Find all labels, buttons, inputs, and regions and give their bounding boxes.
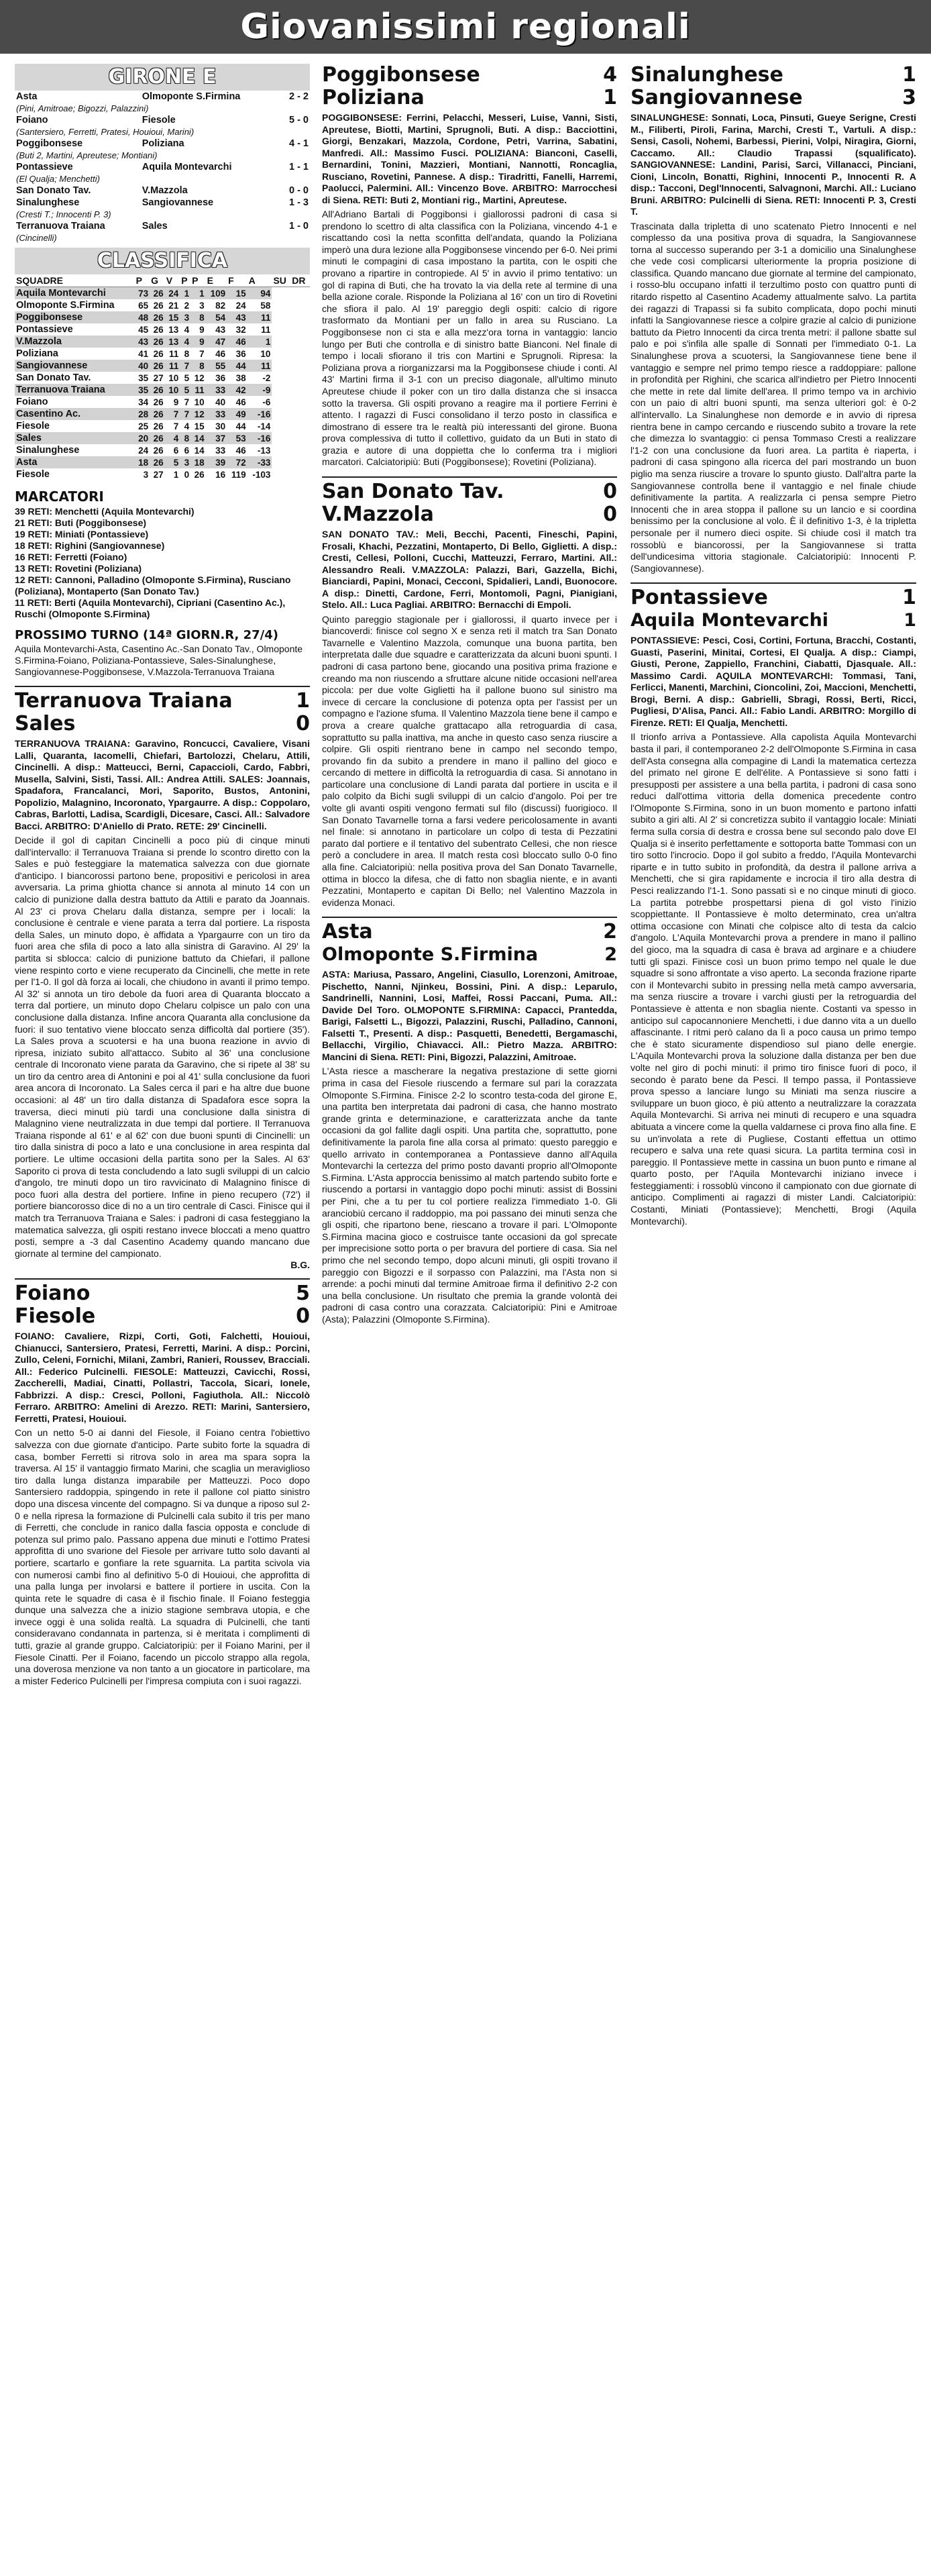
match-report: Quinto pareggio stagionale per i giallorossi, il quarto invece per i biancoverdi: finisce col segno X e senza reti il match tra San Donato Tavarnelle e Valentino Mazzola, comunque una buona partita, ben interpretata dalle due squadre e caratterizzata da alcuni buoni spunti. I padroni di casa partono bene, giocando una positiva prima frazione e creando ma non riuscendo a sfruttare alcune nitide occasioni nell'area piccola: per due volte Giglietti ha il pallone buono sul sinistro ma invece di cercare la conclusione di potenza opta per l'assist per un compagno e l'azione sfuma. Il Valentino Mazzola tiene bene il campo e prova a creare qualche grattacapo alla retroguardia di casa, soprattutto su palla inattiva, ma anche in questo caso senza riuscire a colpire. Gli ospiti rientrano bene in campo nel secondo tempo, provando fin da subito a prendere in mano il pallino del gioco e cercando di mettere in difficoltà la retroguardia di casa. Si annotano in particolare una conclusione di Landi parata dal portiere in uscita e il palo colpito da Bichi sugli sviluppi di un calcio d'angolo. Poi per tre volte gli avanti ospiti vengono fermati sul filo (discussi) fuorigioco. Il San Donato Tavarnelle torna a farsi vedere pericolosamente in avanti nel finale: si annotano in particolare un colpo di testa di Pezzatini parato dal portiere e il tentativo del subentrato Cellesi, che non riesce però a concludere in area. Il match resta così bloccato sullo 0-0 fino alla fine. Calciatoripiù: nella positiva prova del San Donato Tavarnelle, ottima in blocco la difesa, che di fatto non sbaglia niente, e in avanti Pezzatini, Montaperto e capitan Di Bello; nel Valentino Mazzola in evidenza Monaci. [322, 613, 617, 908]
standings-row [15, 299, 310, 311]
standings-value: 15 [165, 311, 180, 323]
home-team: Sinalunghese [631, 63, 783, 87]
standings-value: 49 [227, 408, 248, 420]
home-score: 1 [902, 586, 916, 610]
standings-value: 3 [143, 469, 149, 480]
home-score: 0 [603, 480, 617, 504]
standings-row [15, 384, 310, 396]
standings-value: 7 [199, 348, 205, 359]
standings-value: 46 [215, 348, 226, 359]
result-home: Poggibonsese [16, 138, 83, 149]
standings-value: 33 [215, 445, 226, 456]
home-team: Asta [322, 920, 373, 944]
standings-row [15, 360, 310, 372]
scorer-line: 16 RETI: Ferretti (Foiano) [15, 552, 127, 562]
match-lineup: SINALUNGHESE: Sonnati, Loca, Pinsuti, Gueye Serigne, Cresti M., Filiberti, Piroli, Farina, Marchi, Cresti T., Vartuli. A disp.: Sensi, Casoli, Nohemi, Barbessi, Pierini, Volpi, Niragira, Giorni, Caccamo. All.: Claudio Trapassi (squalificato). SANGIOVANNESE: Landini, Parisi, Sarci, Villanacci, Pinciani, Cioni, Lincoln, Bonatti, Righini, Innocenti P., Innocenti R. A disp.: Tacconi, Degl'Innocenti, Salvagnoni, Marchi. All.: Luciano Bruni. ARBITRO: Pulcinelli di Siena. RETI: Innocenti P. 3, Cresti T. [631, 112, 916, 217]
marcatori-title: MARCATORI [15, 488, 104, 505]
standings-value: 26 [150, 408, 165, 420]
standings-value: 72 [227, 456, 248, 468]
standings-value: 26 [153, 397, 164, 407]
standings-value: -33 [248, 456, 272, 468]
standings-value: 38 [235, 372, 246, 383]
match-header [322, 64, 617, 87]
standings-team: Fiesole [16, 469, 50, 480]
standings-value: 41 [138, 348, 149, 359]
standings-team: Foiano [16, 397, 48, 407]
match-report: All'Adriano Bartali di Poggibonsi i giallorossi padroni di casa si prendono lo scettro di alta classifica con la Poliziana, vincendo 4-1 e riscattando così la netta sconfitta dell'andata, quando la Poliziana imperò una dura lezione alla Poggibonsese vincendo per 6-0. Nei primi minuti le compagini di casa impostano la partita, con le ospiti che provano a ripartire in contropiede. Al 5' in avvio il primo tentativo: un gol di rapina di Buti, che ha trovato la via della rete al termine di una bella azione corale. Risponde la Poliziana al 16' con un tiro di Rovetini che sfiora il palo. Al 19' pareggio degli ospiti: calcio di rigore trasformato da Montiani per un fallo in area su Rusciano. La Poggibonsese non ci sta e alla mezz'ora torna in vantaggio: lancio lungo per Buti che controlla e di sinistro batte Bianconi. Nel finale di tempo i locali sfiorano il tris con Martini e Sprugnoli. Ripresa: la Poliziana prova a riorganizzarsi ma la Poggibonsese chiude i conti. Al 43' Martini firma il 3-1 con un preciso diagonale, all'ultimo minuto Apreutese chiude il poker con un tiro dalla distanza che si insacca sotto la traversa. Gli ospiti provano a reagire ma il portiere Ferrini è attento. I ragazzi di Fusci consolidano il terzo posto in classifica e dimostrano di essere tra le realtà più interessanti del girone. Buona prova complessiva di tutto il collettivo, guidato da un Buti in stato di grazia e autore di una doppietta che lo conferma tra i migliori marcatori. Calciatoripiù: Buti (Poggibonsese); Rovetini (Poliziana). [322, 209, 617, 468]
standings-team: Casentino Ac. [15, 408, 135, 420]
match-report: L'Asta riesce a mascherare la negativa prestazione di sette giorni prima in casa del Fiesole riuscendo a fermare sul pari la corazzata Olmoponte S.Firmina. Finisce 2-2 lo scontro testa-coda del girone E, una partita ben interpretata dai padroni di casa, che hanno mostrato grande grinta e determinazione, e caratterizzata anche da tante occasioni da gol fallite dagli ospiti. Una partita che, soprattutto, pone definitivamente la parola fine alla corsa al primato: questo pareggio e quello arrivato in contemporanea a Pontassieve danno all'Aquila Montevarchi la certezza del primo posto davanti proprio all'Olmoponte S.Firmina. L'Asta approccia benissimo al match partendo subito forte e riuscendo a portarsi in vantaggio dopo pochi minuti: assist di Bossini per Pini, che a tu per tu col portiere realizza l'immediato 1-0. Gli aranciobiù cercano il raddoppio, ma poi passano dei minuti senza che gli ospiti, che ripartono bene, riescano a trovare il pari. L'Olmoponte S.Firmina macina gioco e costruisce tante occasioni da gol sprecate per imprecisione sotto porta o per bravura del portiere di casa. Sia nel primo che nel secondo tempo, dopo alcuni minuti, gli ospiti trovano il pareggio con Bigozzi e il sorpasso con Palazzini, ma l'Asta non si arrende: a pochi minuti dal termine Amitroae firma il definitivo 2-2 con una bella conclusione. Un risultato che premia la grande volontà dei padroni di casa contro una corazzata. Calciatoripiù: Pini e Amitroae (Asta); Palazzini (Olmoponte S.Firmina). [322, 1066, 617, 1325]
result-scorers-row [15, 173, 310, 185]
standings-row [15, 311, 310, 323]
result-away: V.Mazzola [142, 185, 188, 196]
standings-value: 8 [190, 360, 206, 372]
result-home: Foiano [16, 115, 48, 125]
standings-value: 7 [165, 408, 180, 420]
standings-value: 4 [184, 324, 190, 335]
match-report: Il trionfo arriva a Pontassieve. Alla capolista Aquila Montevarchi basta il pari, il contemporaneo 2-2 dell'Olmoponte S.Firmina in casa dell'Asta consegna alla compagine di Landi la matematica certezza del primato nel girone E dell'élite. A Pontassieve si sono fatti i presupposti per assistere a una bella partita, i padroni di casa sono reduci dall'ottima vittoria della domenica precedente contro l'Olmoponte S.Firmina, sono in un buon momento e partono infatti subito a giri alti. Al 2' si concretizza subito il vantaggio locale: Miniati ferma sulla corsia di destra e crossa bene sul secondo palo dove El Qualja si è inserito perfettamente e sottoporta batte Tommasi con un tiro sotto l'incrocio. Dopo il gol subito a freddo, l'Aquila Montevarchi riparte e in tutto subito in profondità, da destra il pallone arriva a Menchetti, che si gira rapidamente e incrocia il tiro alla destra di Pesci realizzando l'1-1. Sono passati sì e no cinque minuti di gioco. La partita potrebbe prospettarsi piena di gol visto l'inizio scoppiettante. Il Pontassieve è molto determinato, crea un'altra ottima occasione con Minati che colpisce alto di testa da calcio d'angolo. L'Aquila Montevarchi prova a prendere in mano il pallino del gioco, ma la squadra di casa è brava ad arginare e a chiudere tutti gli spazi. Finisce così un buon primo tempo nel quale le due squadre si sono affrontate a viso aperto. La seconda frazione riparte con il Montevarchi subito in pressing nella metà campo avversaria, ma senza riuscire a trovare i varchi giusti per la retroguardia del Pontassieve è attenta e non sbaglia niente. Costanti va spesso in anticipo sul capocannoniere Menchetti, i due danno vita a un duello affascinante. I ritmi però calano da lì a poco causa un primo tempo che è stato sicuramente dispendioso sul piano delle energie. L'Aquila Montevarchi prova la soluzione dalla distanza per ben due volte nel giro di pochi minuti: il primo tiro finisce fuori di poco, il secondo è parato bene da Pesci. Il tempo passa, il Pontassieve prova spesso a lanciare lungo su Miniati ma senza riuscire a sviluppare un buon gioco, è più attento a neutralizzare la corazzata Aquila Montevarchi. Si arriva nei minuti di recupero e una squadra abituata a vincere come la quella valdarnese ci prova fino alla fine. E su un'involata a rete di Pugliese, Costanti effettua un ottimo recupero e salva una rete quasi sicura. La partita termina così in pareggio. Il Pontassieve mette in cassina un buon punto e rimane al quarto posto, per l'Aquila Montevarchi iniziano invece i festeggiamenti: i rossoblù vincono il campionato con due giornate di anticipo. Complimenti ai ragazzi di mister Landi. Calciatoripiù: Costanti, Miniati (Pontassieve); Menchetti, Brogi (Aquila Montevarchi). [631, 731, 916, 1227]
column-left [15, 64, 310, 1687]
standings-value: 54 [206, 311, 227, 323]
standings-row [15, 372, 310, 384]
standings-header-cell: SQUADRE [15, 274, 135, 287]
standings-value: 73 [135, 287, 150, 300]
away-score: 1 [903, 610, 916, 631]
standings-row [15, 287, 310, 300]
match-lineup: POGGIBONSESE: Ferrini, Pelacchi, Messeri, Luise, Vanni, Sisti, Apreutese, Biotti, Martini, Sprugnoli, Buti. A disp.: Bacciottini, Giorgi, Benzakari, Mazzola, Cordone, Petri, Varrina, Sabatini, Manfredi. All.: Massimo Fusci. POLIZIANA: Bianconi, Caselli, Bernardini, Tonini, Mazzieri, Montiani, Nannotti, Roncaglia, Rusciano, Rovetini, Pannese. A disp.: Tiradritti, Fanelli, Harremi, Paolucci, Palermini. All.: Vincenzo Bove. ARBITRO: Marrocchesi di Siena. RETI: Buti 2, Montiani rig., Martini, Apreutese. [322, 112, 617, 205]
result-away: Sales [142, 221, 168, 231]
standings-value: 11 [248, 360, 272, 372]
standings-value: 47 [206, 336, 227, 348]
match-report: Decide il gol di capitan Cincinelli a poco più di cinque minuti dall'intervallo: il Terranuova Traiana si prende lo scontro diretto con la Sales e può festeggiare la matematica salvezza con due giornate d'anticipo. I biancorossi partono bene, propositivi e pericolosi in area avversaria. La prima ghiotta chance si annota al minuto 14 con un calcio di punizione dalla destra battuto da Attili e parato da Joannais. Al 23' ci prova Chelaru dalla distanza, sempre per i locali: la conclusione è centrale e viene parata a terra dal portiere. La risposta della Sales, un minuto dopo, è affidata a Ypargaurre con un tiro da fuori area che sfila di poco a lato alla sinistra di Garavino. Al 29' la partita si sblocca: calcio di punizione battuto da Chiefari, il pallone viene respinto corto e viene recuperato da Cincinelli, che mette in rete per l'1-0. Il gol dà forza ai locali, che chiudono in avanti il primo tempo. Al 32' si annota un tiro debole da fuori area di Quaranta bloccato a terra dal portiere, un minuto dopo Chelaru colpisce un palo con una conclusione dalla distanza. Infine ancora Quaranta alla conclusione da fuori: il suo tentativo viene bloccato senza difficoltà dal portiere (35'). La Sales prova a scuotersi e ha una buona reazione in avvio di ripresa, iniziato subito all'attacco. Subito al 36' una conclusione centrale di Incoronato viene parata da Garavino, che si ripete al 38' su un tiro da centro area di Antonini e poi al 41' sulla conclusione da fuori area ancora di Incoronato. La Sales cerca il pari e ha altre due buone occasioni: al 48' un tiro dalla distanza di Spadafora esce sopra la traversa, dieci minuti più tardi una conclusione dalla sinistra di Malagnino viene neutralizzata in due tempi dal portiere. Il Terranuova Traiana risponde al 61' e al 62' con due buoni spunti di Cincinelli: un tiro dalla sinistra di poco a lato e una conclusione in area respinta dal portiere. Le ultime occasioni della partita sono per la Sales. Al 63' Saporito ci prova di testa concludendo a lato sugli sviluppi di un calcio d'angolo, tre minuti dopo un tiro ravvicinato di Malagnino finisce di poco fuori alla destra del portiere. Infine in pieno recupero (72') il portiere biancorosso dice di no a un tiro centrale di Casci. Finisce qui il match tra Terranuova Traiana e Sales: i padroni di casa festeggiano la matematica salvezza, gli ospiti restano invece bloccati a meno quattro posti, sempre a -3 dal Casentino Academy quando mancano due giornate al termine del campionato. [15, 835, 310, 1259]
away-team: Fiesole [15, 1304, 96, 1329]
home-score: 4 [603, 63, 617, 87]
result-scorers: (Cincinelli) [16, 233, 57, 243]
standings-row [15, 432, 310, 444]
match-lineup: PONTASSIEVE: Pesci, Cosi, Cortini, Fortuna, Bracchi, Costanti, Guasti, Paserini, Minitai, Cortesi, El Qualja. A disp.: Ciampi, Giusti, Perone, Zappiello, Franchini, Ciabatti, Djasquale. All.: Massimo Cardi. AQUILA MONTEVARCHI: Tommasi, Tani, Ferlicci, Manenti, Marchini, Cioncolini, Zoi, Maccioni, Menchetti, Brogi, Berni. A disp.: Gabrielli, Sbragi, Rossi, Berti, Ricci, Pugliesi, D'Alisa, Panci. All.: Fabio Landi. ARBITRO: Morgillo di Firenze. RETI: El Qualja, Menchetti. [631, 635, 916, 728]
scorer-line: 18 RETI: Righini (Sangiovannese) [15, 540, 165, 551]
result-score: 5 - 0 [288, 115, 309, 125]
standings-value: 26 [153, 300, 164, 311]
standings-value: 8 [190, 311, 206, 323]
standings-value: 9 [190, 336, 206, 348]
standings-row [15, 468, 310, 480]
match-header [631, 87, 916, 109]
standings-value: 35 [138, 372, 149, 383]
standings-value: 7 [180, 360, 190, 372]
away-score: 2 [604, 944, 617, 966]
standings-value: 6 [184, 445, 190, 456]
standings-value: 26 [150, 360, 165, 372]
standings-value: 30 [215, 421, 226, 431]
standings-header-cell: P [190, 274, 206, 287]
standings-value: 40 [135, 360, 150, 372]
match-header [15, 690, 310, 713]
match-header [322, 943, 617, 966]
standings-header-cell: A [248, 274, 272, 287]
standings-value: 26 [150, 432, 165, 444]
standings-value: 20 [135, 432, 150, 444]
standings-value: 82 [215, 300, 226, 311]
result-row [15, 185, 310, 197]
scorer-line: 39 RETI: Menchetti (Aquila Montevarchi) [15, 506, 195, 517]
standings-value: 26 [194, 469, 205, 480]
standings-team: Fiesole [16, 421, 50, 431]
standings-value: 46 [235, 445, 246, 456]
standings-value: 3 [199, 300, 205, 311]
standings-value: 26 [153, 421, 164, 431]
standings-value: -103 [252, 469, 271, 480]
standings-value: 94 [248, 287, 272, 300]
standings-value: 6 [173, 445, 179, 456]
away-team: Sangiovannese [631, 86, 803, 109]
scorer-line: 19 RETI: Miniati (Pontassieve) [15, 529, 149, 539]
standings-header-cell: SU [272, 274, 290, 287]
author-signature: B.G. [290, 1259, 310, 1271]
standings-value: 12 [194, 372, 205, 383]
standings-value: 10 [165, 384, 180, 396]
standings-value: 11 [261, 324, 271, 335]
standings-value: 36 [235, 348, 246, 359]
standings-value: 27 [153, 372, 164, 383]
standings-value: 39 [206, 456, 227, 468]
standings-team: Asta [15, 456, 135, 468]
match-report: Trascinata dalla tripletta di uno scatenato Pietro Innocenti e nel complesso da una positiva prova di squadra, la Sangiovannese torna al successo superando per 3-1 a domicilio una Sinalunghese che vede così complicarsi ulteriormente la propria posizione di classifica. Quando mancano due giornate al termine del campionato, i rosso-blu occupano infatti il terzultimo posto con quattro punti di ritardo rispetto al Casentino Academy attualmente salvo. La partita dei ragazzi di Trapassi si fa subito complicata, dopo pochi minuti infatti la Sangiovannese riesce a colpire grazie al calcio di punizione battuto da Pietro Innocenti da circa trenta metri: il pallone sbatte sul palo e poi s'infila alle spalle di Sonnati per l'immediato 0-1. La Sinalunghese prova a scuotersi, la Sangiovannese tiene bene il vantaggio e sempre nel primo tempo riesce a raddoppiare: pallone in profondità per Righini, che scarica all'indietro per Pietro Innocenti che mette in rete dal limite dell'area. Il primo tempo va in archivio con un paio di altri buoni spunti, ma senza ulteriori gol: è 0-2 all'intervallo. La Sinalunghese non demorde e in avvio di ripresa rientra bene in campo cercando e riuscendo subito a trovare la rete che dimezza lo svantaggio: ci pensa Tommaso Cresti a realizzare l'1-2 con una conclusione da fuori area. La partita è riaperta, i padroni di casa spingono alla ricerca del pari mostrando un buon piglio ma senza riuscire a trovare lo spunto giusto. Dall'altra parte la Sangiovannese controlla bene il vantaggio e nel finale chiude definitivamente la partita. A realizzarla ci pensa sempre Pietro Innocenti che in area stoppa il pallone su un lancio e si coordina benissimo per la conclusione al volo. È il definitivo 1-3, è la tripletta personale per il numero dieci ospite. Si chiude così il match tra rossoblù e biancorossi, per la Sangiovannese si tratta dell'undicesima vittoria stagionale. Calciatoripiù: Innocenti P. (Sangiovannese). [631, 220, 916, 574]
standings-value: 58 [260, 300, 271, 311]
result-home: Pontassieve [16, 162, 73, 172]
standings-value: 9 [173, 397, 179, 407]
standings-value: 3 [180, 311, 190, 323]
standings-value: 119 [231, 469, 246, 480]
standings-value: 11 [165, 360, 180, 372]
standings-value: 7 [180, 408, 190, 420]
column-center [322, 64, 617, 1325]
standings-value: 15 [227, 287, 248, 300]
standings-value: 18 [135, 456, 150, 468]
home-score: 1 [296, 689, 310, 713]
standings-value: 8 [180, 432, 190, 444]
away-score: 0 [296, 712, 310, 735]
standings-team: Poggibonsese [15, 311, 135, 323]
standings-value: 40 [215, 397, 226, 407]
standings-value: 46 [235, 397, 246, 407]
standings-team: Poliziana [16, 348, 58, 359]
standings-value: 55 [206, 360, 227, 372]
classifica-title: CLASSIFICA [15, 248, 310, 274]
standings-value: 27 [153, 469, 164, 480]
standings-value: 4 [184, 421, 190, 431]
standings-value: 33 [206, 408, 227, 420]
standings-value: 1 [248, 336, 272, 348]
result-scorers: (Cresti T.; Innocenti P. 3) [16, 209, 111, 219]
standings-value: 7 [184, 397, 190, 407]
standings-value: 16 [215, 469, 226, 480]
away-team: Olmoponte S.Firmina [322, 944, 539, 966]
standings-value: 5 [165, 456, 180, 468]
standings-value: -14 [257, 421, 271, 431]
standings-value: 15 [194, 421, 205, 431]
standings-team: V.Mazzola [15, 336, 135, 348]
standings-value: 24 [138, 445, 149, 456]
away-score: 0 [296, 1304, 310, 1329]
standings-value: 12 [190, 408, 206, 420]
standings-value: 11 [248, 311, 272, 323]
away-score: 1 [603, 86, 617, 109]
match-header [15, 1282, 310, 1305]
standings-row [15, 408, 310, 420]
standings-header-cell: V [165, 274, 180, 287]
result-row [15, 220, 310, 232]
standings-value: -2 [262, 372, 271, 383]
match-report: Con un netto 5-0 ai danni del Fiesole, il Foiano centra l'obiettivo salvezza con due giornate d'anticipo. Parte subito forte la squadra di casa, bomber Ferretti si ritrova solo in area ma spara sopra la traversa. Al 15' il vantaggio firmato Marini, che scaglia un meraviglioso tiro dalla lunga distanza imparabile per Matteuzzi. Poco dopo Santersiero raddoppia, spingendo in rete il pallone col piatto sinistro dopo una discesa vincente del compagno. Si va dunque a riposo sul 2-0 e nella ripresa la formazione di Pulcinelli cala subito il tris per mano di Ferretti, che conclude in ranico dalla fascia opposta e conclude di potenza sul primo palo. Passano appena due minuti e l'ottimo Pratesi approfitta di uno svarione del Fiesole per arrivare tutto solo davanti al portiere, scartarlo e gonfiare la rete sguarnita. La partita scivola via con numerosi cambi fino al definitivo 5-0 di Houioui, che approfitta di una palla lunga per involarsi e battere il portiere in uscita. Con la quinta rete le squadre di casa è il fischio finale. Il Foiano festeggia dunque una salvezza che a inizio stagione sembrava utopia, e che invece oggi è una solida realtà. La squadra di Pulcinelli, che tanti consideravano condannata in partenza, si è meritata i complimenti di tutti, grazie al grande gruppo. Calciatoripiù: per il Foiano Marini, per il Fiesole Cinatti. Per il Foiano, facendo un piccolo strappo alla regola, una doverosa menzione va non tanto a un giocatore in particolare, ma a mister Federico Pulcinelli per l'impresa compiuta con i suoi ragazzi. [15, 1427, 310, 1686]
standings-value: 10 [260, 348, 271, 359]
result-score: 1 - 1 [288, 162, 309, 172]
result-scorers-row [15, 232, 310, 244]
away-team: V.Mazzola [322, 503, 434, 527]
standings-value: 4 [165, 432, 180, 444]
result-away: Fiesole [142, 115, 176, 125]
standings-value: 7 [173, 421, 179, 431]
standings-value: 3 [180, 456, 190, 468]
standings-header-cell: DR [290, 274, 310, 287]
standings-value: 53 [227, 432, 248, 444]
match-header [15, 1305, 310, 1328]
home-team: Foiano [15, 1282, 91, 1306]
results-table [15, 91, 310, 244]
home-score: 5 [296, 1282, 310, 1306]
standings-value: 33 [206, 384, 227, 396]
standings-value: 1 [173, 469, 179, 480]
standings-value: 26 [150, 336, 165, 348]
match-header [322, 503, 617, 526]
result-scorers-row [15, 103, 310, 114]
standings-value: 10 [194, 397, 205, 407]
result-score: 4 - 1 [288, 138, 309, 149]
standings-value: 0 [184, 469, 190, 480]
standings-value: 26 [150, 456, 165, 468]
result-row [15, 138, 310, 150]
banner-title: Giovanissimi regionali [240, 7, 691, 47]
standings-value: 36 [215, 372, 226, 383]
standings-team: Pontassieve [16, 324, 73, 335]
match-header [631, 609, 916, 632]
standings-value: 28 [135, 408, 150, 420]
standings-value: 42 [227, 384, 248, 396]
standings-value: 14 [194, 445, 205, 456]
girone-title: GIRONE E [15, 64, 310, 91]
result-row [15, 197, 310, 209]
standings-row [15, 444, 310, 456]
standings-value: 26 [153, 324, 164, 335]
result-scorers: (Pini, Amitroae; Bigozzi, Palazzini) [16, 103, 149, 113]
standings-team: Olmoponte S.Firmina [16, 300, 115, 311]
standings-row [15, 323, 310, 336]
standings-value: 24 [235, 300, 246, 311]
result-away: Poliziana [142, 138, 184, 149]
standings-value: 43 [135, 336, 150, 348]
away-team: Poliziana [322, 86, 425, 109]
match-header [631, 64, 916, 87]
standings-value: 26 [150, 287, 165, 300]
match-header [322, 480, 617, 503]
standings-value: -9 [248, 384, 272, 396]
standings-row [15, 348, 310, 360]
result-score: 2 - 2 [288, 91, 309, 102]
result-row [15, 114, 310, 126]
standings-value: 25 [138, 421, 149, 431]
standings-value: 1 [180, 287, 190, 300]
standings-value: 1 [190, 287, 206, 300]
result-scorers: (Santersiero, Ferretti, Pratesi, Houioui, Marini) [16, 127, 195, 137]
standings-team: Terranuova Traiana [15, 384, 135, 396]
page-banner [0, 0, 931, 54]
standings-row [15, 396, 310, 408]
away-score: 0 [603, 503, 617, 527]
standings-value: 5 [180, 384, 190, 396]
prossimo-text: Aquila Montevarchi-Asta, Casentino Ac.-San Donato Tav., Olmoponte S.Firmina-Foiano, Poliziana-Pontassieve, Sales-Sinalunghese, Sangiovannese-Poggibonsese, V.Mazzola-Terranuova Traiana [15, 643, 303, 677]
result-score: 0 - 0 [288, 185, 309, 196]
standings-value: 35 [135, 384, 150, 396]
standings-team: Aquila Montevarchi [15, 287, 135, 300]
result-score: 1 - 3 [288, 197, 309, 208]
result-home: San Donato Tav. [16, 185, 91, 196]
result-home: Asta [16, 91, 38, 102]
standings-team: San Donato Tav. [16, 372, 91, 383]
match-header [322, 87, 617, 109]
standings-value: 65 [138, 300, 149, 311]
standings-value: 9 [199, 324, 205, 335]
match-lineup: FOIANO: Cavaliere, Rizpi, Corti, Goti, Falchetti, Houioui, Chianucci, Santersiero, Pratesi, Ferretti, Marini. A disp.: Porcini, Zullo, Celeni, Fornichi, Milani, Zambri, Ranieri, Roussev, Bracciali. All.: Federico Pulcinelli. FIESOLE: Matteuzzi, Cavicchi, Rossi, Zaccherelli, Madiai, Cinatti, Pollastri, Taccola, Sicari, Ionele, Fabbrizzi. A disp.: Cresci, Polloni, Fagiuthola. All.: Niccolò Ferraro. ARBITRO: Amelini di Arezzo. RETI: Marini, Santersiero, Ferretti, Pratesi, Houioui. [15, 1331, 310, 1424]
result-row [15, 91, 310, 103]
home-team: Terranuova Traiana [15, 689, 233, 713]
standings-team: Sales [15, 432, 135, 444]
standings-value: 26 [153, 445, 164, 456]
standings-value: 2 [184, 300, 190, 311]
standings-value: 5 [184, 372, 190, 383]
standings-value: 18 [190, 456, 206, 468]
standings-value: 24 [165, 287, 180, 300]
result-score: 1 - 0 [288, 221, 309, 231]
standings-value: 11 [168, 348, 179, 359]
standings-value: 13 [165, 336, 180, 348]
standings-header-cell: P [135, 274, 150, 287]
prossimo-title: PROSSIMO TURNO (14ª GIORN.R, 27/4) [15, 628, 278, 642]
standings-team: Sangiovannese [15, 360, 135, 372]
result-row [15, 161, 310, 173]
standings-value: 4 [180, 336, 190, 348]
home-team: Pontassieve [631, 586, 768, 610]
standings-value: 10 [168, 372, 179, 383]
scorer-line: 13 RETI: Rovetini (Poliziana) [15, 563, 142, 574]
away-team: Aquila Montevarchi [631, 610, 829, 631]
result-scorers-row [15, 126, 310, 138]
standings-table [15, 274, 310, 480]
result-scorers: (El Qualja; Menchetti) [16, 174, 100, 184]
home-score: 2 [603, 920, 617, 944]
standings-value: 44 [227, 360, 248, 372]
scorer-line: 11 RETI: Berti (Aquila Montevarchi), Cipriani (Casentino Ac.), Ruschi (Olmoponte S.Firmina) [15, 597, 286, 619]
result-home: Sinalunghese [16, 197, 80, 208]
result-away: Olmoponte S.Firmina [142, 91, 241, 102]
standings-header-cell: P [180, 274, 190, 287]
standings-header-cell: F [227, 274, 248, 287]
match-lineup: TERRANUOVA TRAIANA: Garavino, Roncucci, Cavaliere, Visani Lalli, Quaranta, Iacomelli, Chiefari, Bartolozzi, Chelaru, Attili, Cincinelli. A disp.: Matteucci, Berni, Capaccioli, Cardo, Fabbri, Musella, Salvini, Sisti, Tassi. All.: Andrea Attili. SALES: Joannais, Spadafora, Francalanci, Mori, Saporito, Bustos, Antonini, Popolizio, Malagnino, Incoronato, Ypargaurre. A disp.: Coppolaro, Cabras, Barlotti, Ladisa, Scardigli, Dicesare, Casci. All.: Salvadore Bacci. ARBITRO: D'Aniello di Prato. RETE: 29' Cincinelli. [15, 738, 310, 831]
standings-value: 43 [227, 311, 248, 323]
home-team: San Donato Tav. [322, 480, 504, 504]
result-home: Terranuova Traiana [16, 221, 105, 231]
standings-value: 11 [190, 384, 206, 396]
result-scorers-row [15, 209, 310, 220]
marcatori-list [15, 506, 310, 620]
standings-value: -6 [262, 397, 271, 407]
home-team: Poggibonsese [322, 63, 480, 87]
standings-value: 26 [150, 311, 165, 323]
scorer-line: 12 RETI: Cannoni, Palladino (Olmoponte S.Firmina), Rusciano (Poliziana), Montaperto (San Donato Tav.) [15, 574, 291, 597]
standings-team: Sinalunghese [16, 445, 80, 456]
standings-value: 48 [135, 311, 150, 323]
match-header [631, 586, 916, 609]
match-header [322, 921, 617, 943]
result-away: Aquila Montevarchi [142, 162, 232, 172]
column-right [631, 64, 916, 1227]
result-scorers-row [15, 150, 310, 161]
result-scorers: (Buti 2, Martini, Apreutese; Montiani) [16, 150, 158, 160]
standings-value: 44 [235, 421, 246, 431]
standings-value: -16 [248, 408, 272, 420]
away-score: 3 [902, 86, 916, 109]
home-score: 1 [902, 63, 916, 87]
away-team: Sales [15, 712, 76, 735]
standings-header-cell: G [150, 274, 165, 287]
standings-row [15, 420, 310, 432]
standings-value: -13 [257, 445, 271, 456]
standings-value: 109 [206, 287, 227, 300]
match-lineup: ASTA: Mariusa, Passaro, Angelini, Ciasullo, Lorenzoni, Amitroae, Pischetto, Nanni, Njinkeu, Bossini, Pini. A disp.: Leparulo, Sandrinelli, Nannini, Losi, Maffei, Rossi Paccani, Puma. All.: Davide Del Toro. OLMOPONTE S.FIRMINA: Capacci, Prantedda, Barigi, Falsetti L., Bigozzi, Palazzini, Ruschi, Palladino, Cannoni, Falsetti T., Presenti. A disp.: Pasquetti, Benedetti, Bergamaschi, Bellacchi, Virgilio, Chiavacci. All.: Pietro Mazza. ARBITRO: Mancini di Siena. RETI: Pini, Bigozzi, Palazzini, Amitroae. [322, 969, 617, 1062]
standings-value: 46 [227, 336, 248, 348]
standings-value: 14 [190, 432, 206, 444]
scorer-line: 21 RETI: Buti (Poggibonsese) [15, 517, 147, 528]
standings-value: 26 [150, 384, 165, 396]
standings-value: 13 [168, 324, 179, 335]
standings-value: -16 [248, 432, 272, 444]
result-away: Sangiovannese [142, 197, 214, 208]
standings-row [15, 336, 310, 348]
standings-value: 32 [235, 324, 246, 335]
match-lineup: SAN DONATO TAV.: Meli, Becchi, Pacenti, Fineschi, Papini, Frosali, Khachi, Pezzatini, Montaperto, Di Bello, Giglietti. A disp.: Cresti, Cellesi, Polloni, Cucchi, Matteuzzi, Ferraro, Martini. All.: Alessandro Reali. V.MAZZOLA: Palazzi, Bari, Gazzella, Bichi, Bianciardi, Papini, Monaci, Cecconi, Spidalieri, Landi, Buonocore. A disp.: Dinetti, Cardone, Ferri, Montomoli, Pagni, Pianigiani, Stelo. All.: Luca Pagliai. ARBITRO: Bernacchi di Empoli. [322, 529, 617, 611]
standings-value: 43 [215, 324, 226, 335]
standings-value: 37 [206, 432, 227, 444]
standings-value: 34 [138, 397, 149, 407]
standings-header-cell: E [206, 274, 227, 287]
standings-value: 45 [138, 324, 149, 335]
standings-row [15, 456, 310, 468]
standings-value: 26 [153, 348, 164, 359]
standings-value: 21 [168, 300, 179, 311]
match-header [15, 713, 310, 735]
standings-value: 8 [184, 348, 190, 359]
